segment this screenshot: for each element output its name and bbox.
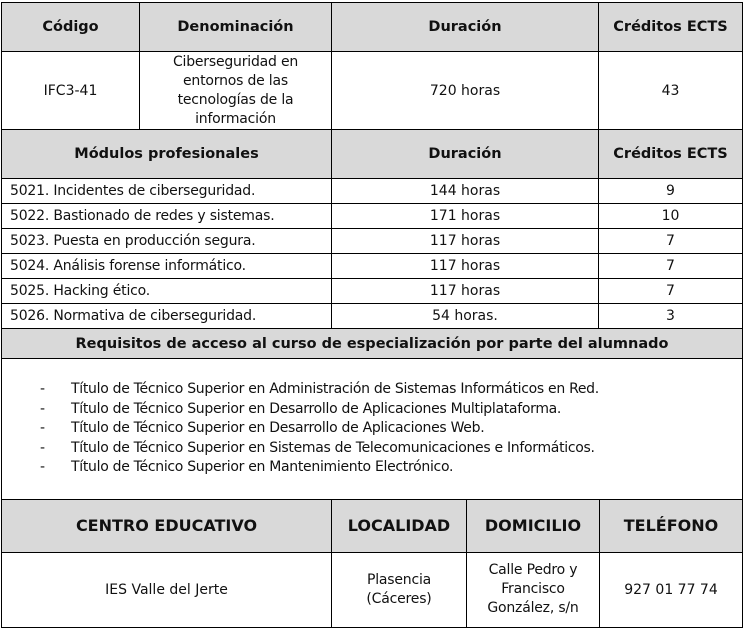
module-duracion: 171 horas (332, 204, 599, 229)
centro-telefono: 927 01 77 74 (600, 552, 743, 627)
module-creditos: 9 (599, 179, 743, 204)
requisito-item (40, 458, 742, 478)
domicilio-line: González, s/n (487, 600, 579, 616)
requisitos-list (2, 380, 742, 478)
module-row (2, 279, 743, 304)
program-creditos: 43 (599, 52, 743, 130)
bullet-dash-icon: - (40, 420, 45, 437)
module-row (2, 179, 743, 204)
header-creditos: Créditos ECTS (599, 3, 743, 52)
centro-localidad (332, 552, 467, 627)
centro-header-row (2, 499, 743, 552)
program-denominacion (140, 52, 332, 130)
module-duracion: 144 horas (332, 179, 599, 204)
centro-table (1, 499, 743, 628)
document-page (1, 2, 742, 628)
bullet-dash-icon: - (40, 400, 45, 417)
module-row (2, 254, 743, 279)
requisito-item (40, 439, 742, 459)
module-duracion: 117 horas (332, 229, 599, 254)
requisito-text: Título de Técnico Superior en Sistemas de Telecomunicaciones e Informáticos. (71, 439, 595, 456)
module-row (2, 204, 743, 229)
requisitos-header-row (2, 329, 743, 359)
requisito-item (40, 419, 742, 439)
requisito-text: Título de Técnico Superior en Mantenimiento Electrónico. (71, 459, 454, 476)
requisito-item (40, 400, 742, 420)
centro-domicilio (467, 552, 600, 627)
module-name: 5026. Normativa de ciberseguridad. (2, 304, 332, 329)
module-creditos: 10 (599, 204, 743, 229)
requisito-text: Título de Técnico Superior en Desarrollo de Aplicaciones Web. (71, 420, 485, 437)
module-creditos: 7 (599, 254, 743, 279)
module-name: 5023. Puesta en producción segura. (2, 229, 332, 254)
requisito-text: Título de Técnico Superior en Desarrollo de Aplicaciones Multiplataforma. (71, 400, 562, 417)
localidad-line: Plasencia (366, 571, 432, 588)
centro-name: IES Valle del Jerte (2, 552, 332, 627)
module-row (2, 229, 743, 254)
header-modulos: Módulos profesionales (2, 130, 332, 179)
requisitos-body-row (2, 359, 743, 500)
module-name: 5024. Análisis forense informático. (2, 254, 332, 279)
requisitos-list-cell (2, 359, 743, 500)
header-modulos-creditos: Créditos ECTS (599, 130, 743, 179)
domicilio-line: Calle Pedro y (488, 562, 578, 578)
centro-row (2, 552, 743, 627)
program-codigo: IFC3-41 (2, 52, 140, 130)
bullet-dash-icon: - (40, 381, 45, 398)
program-duracion: 720 horas (332, 52, 599, 130)
module-row (2, 304, 743, 329)
module-creditos: 3 (599, 304, 743, 329)
module-duracion: 117 horas (332, 254, 599, 279)
header-localidad: LOCALIDAD (332, 499, 467, 552)
program-header-row (2, 3, 743, 52)
modules-header-row (2, 130, 743, 179)
module-creditos: 7 (599, 279, 743, 304)
requisitos-title: Requisitos de acceso al curso de especialización por parte del alumnado (2, 329, 743, 359)
domicilio-line: Francisco (501, 581, 565, 597)
header-codigo: Código (2, 3, 140, 52)
module-duracion: 54 horas. (332, 304, 599, 329)
localidad-line: (Cáceres) (366, 590, 432, 607)
program-denominacion-text: Ciberseguridad en entornos de las tecnologías de la información (172, 53, 299, 127)
header-domicilio: DOMICILIO (467, 499, 600, 552)
program-row (2, 52, 743, 130)
header-centro: CENTRO EDUCATIVO (2, 499, 332, 552)
header-modulos-duracion: Duración (332, 130, 599, 179)
bullet-dash-icon: - (40, 459, 45, 476)
module-name: 5025. Hacking ético. (2, 279, 332, 304)
module-name: 5021. Incidentes de ciberseguridad. (2, 179, 332, 204)
header-telefono: TELÉFONO (600, 499, 743, 552)
requisito-item (40, 380, 742, 400)
requisito-text: Título de Técnico Superior en Administración de Sistemas Informáticos en Red. (71, 381, 599, 398)
bullet-dash-icon: - (40, 439, 45, 456)
module-creditos: 7 (599, 229, 743, 254)
header-duracion: Duración (332, 3, 599, 52)
module-duracion: 117 horas (332, 279, 599, 304)
program-table (1, 2, 743, 500)
header-denominacion: Denominación (140, 3, 332, 52)
module-name: 5022. Bastionado de redes y sistemas. (2, 204, 332, 229)
